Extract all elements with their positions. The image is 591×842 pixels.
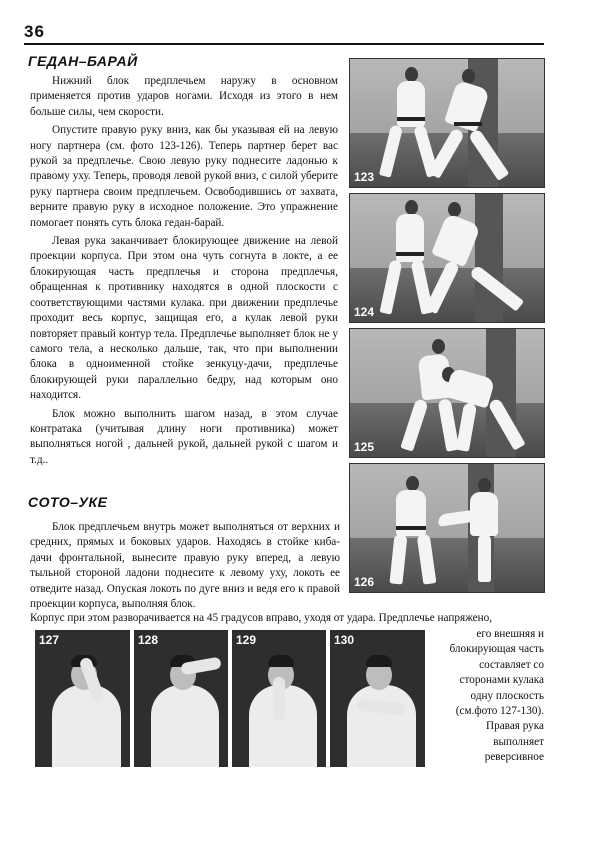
page-number: 36 <box>24 22 45 41</box>
text-line: составляет со <box>479 658 544 671</box>
paragraph: Блок предплечьем внутрь может выполняться от верхних и средних, прямых и боковых ударов. Находясь в стойке киба-дачи фронтальной, вынесите правую руку вперед, а левую тыльной стороной ладони поднесите к левому уху, локоть ее отведите назад. Опуская локоть по дуге вниз и ведя его к правой проекции корпуса, выполняя блок. <box>30 521 340 611</box>
right-column-text <box>432 627 544 766</box>
section1-body <box>30 74 338 468</box>
section-heading-gedan-barai: ГЕДАН–БАРАЙ <box>28 53 138 69</box>
photo-129 <box>232 630 326 767</box>
photo-number: 124 <box>354 305 375 319</box>
paragraph: Нижний блок предплечьем наружу в основном применяется против ударов ногами. Исходя из этого в нем больше силы, чем скорости. <box>30 75 338 118</box>
text-line: выполняет <box>493 735 544 748</box>
text-line: реверсивное <box>484 751 544 764</box>
photo-124 <box>349 193 545 323</box>
text-line: его внешняя и <box>476 628 544 640</box>
photo-number: 130 <box>334 633 355 647</box>
section2-body <box>30 520 340 612</box>
paragraph: Левая рука заканчивает блокирующее движение на левой проекции корпуса. При этом она чуть согнута в локте, а ее блокирующая часть предплечья и сторона предплечья, обращенная к противнику находятся в одной плоскости с соответствующими частями кулака. при движении предплечье проходит весь корпус, защищая его, а кулак левой руки повторяет правый контур тела. Предплечье выполняет блок не у самого тела, а несколько дальше, так, что при выполнении блока в одноименной стойке зенкуцу-дачи, предплечье блокирующей руки параллельно бедру, над которым оно находится. <box>30 235 338 402</box>
text-line: Правая рука <box>486 720 544 733</box>
photo-130 <box>330 630 425 767</box>
photo-number: 128 <box>138 633 159 647</box>
photo-128 <box>134 630 228 767</box>
photo-123 <box>349 58 545 188</box>
text-line: одну плоскость <box>470 689 544 702</box>
text-line: (см.фото 127-130). <box>455 705 544 718</box>
section-heading-soto-uke: СОТО–УКЕ <box>28 494 108 510</box>
text-line: блокирующая часть <box>449 643 544 656</box>
photo-number: 129 <box>236 633 257 647</box>
photo-number: 123 <box>354 170 375 184</box>
photo-number: 126 <box>354 575 375 589</box>
text-line: сторонами кулака <box>459 674 544 687</box>
full-width-line: Корпус при этом разворачивается на 45 градусов вправо, уходя от удара. Предплечье напряжено, <box>30 612 493 624</box>
photo-number: 125 <box>354 440 375 454</box>
paragraph: Блок можно выполнить шагом назад, в этом случае контратака (учитывая длину ноги противника) может выполняться ногой , дальней рукой, дальней рукой с шагом и т.д.. <box>30 407 338 466</box>
photo-125 <box>349 328 545 458</box>
photo-number: 127 <box>39 633 60 647</box>
photo-127 <box>35 630 130 767</box>
photo-126 <box>349 463 545 593</box>
paragraph: Опустите правую руку вниз, как бы указывая ей на левую ногу партнера (см. фото 123-126). Теперь партнер берет вас рукой за предплечье. Свою левую руку поднесите ладонью к правому уху. Теперь, проводя левой рукой вниз, с силой уберите руку партнера своим предплечьем. Освободившись от захвата, верните правую руку в исходное положение. Это упражнение помогает понять суть блока гедан-барай. <box>30 124 338 229</box>
header-rule <box>24 43 544 45</box>
